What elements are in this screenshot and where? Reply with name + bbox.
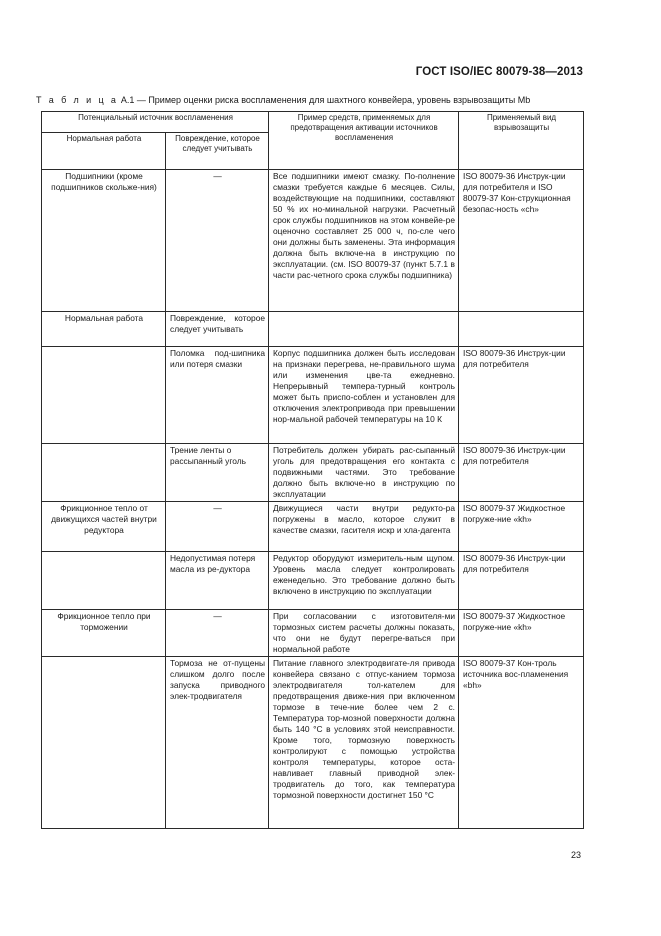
table-row [42,444,584,502]
header-protection-type: Применяемый вид взрывозащиты [459,112,584,170]
cell-normal: Нормальная работа [42,312,166,347]
table-row [42,502,584,552]
header-normal-operation: Нормальная работа [42,133,166,170]
cell-protection: ISO 80079-36 Инструк-ции для потребителя и ISO 80079-37 Кон-струкционная безопас-ность «ch» [459,170,584,312]
caption-label: Т а б л и ц а [36,95,119,105]
cell-normal: Подшипники (кроме подшипников скольже-ния) [42,170,166,312]
cell-normal: Фрикционное тепло от движущихся частей внутри редуктора [42,502,166,552]
cell-protection [459,312,584,347]
cell-protection: ISO 80079-37 Жидкостное погруже-ние «kh» [459,502,584,552]
cell-damage: — [166,502,269,552]
page-number: 23 [571,850,582,860]
table-row [42,170,584,312]
cell-damage: — [166,610,269,657]
cell-measures: При согласовании с изготовителя-ми тормозных систем расчеты должны показать, что они не будут перегре-ваться при нормальной работе [269,610,459,657]
cell-normal: Фрикционное тепло при торможении [42,610,166,657]
cell-protection: ISO 80079-37 Кон-троль источника вос-пламенения «bh» [459,657,584,829]
risk-table [41,111,584,829]
cell-damage: Тормоза не от-пущены слишком долго после запуска приводного элек-тродвигателя [166,657,269,829]
table-row [42,610,584,657]
cell-normal [42,444,166,502]
cell-protection: ISO 80079-36 Инструк-ции для потребителя [459,347,584,444]
cell-protection: ISO 80079-36 Инструк-ции для потребителя [459,552,584,610]
cell-protection: ISO 80079-37 Жидкостное погруже-ние «kh» [459,610,584,657]
cell-measures: Редуктор оборудуют измеритель-ным щупом. Уровень масла следует контролировать еженедельно. Это требование должно быть включено в инструкцию по эксплуатации [269,552,459,610]
cell-damage: Недопустимая потеря масла из ре-дуктора [166,552,269,610]
table-row [42,347,584,444]
cell-normal [42,657,166,829]
table-row [42,657,584,829]
table-caption [36,95,530,105]
cell-measures: Все подшипники имеют смазку. По-полнение смазки требуется каждые 6 месяцев. Силы, воздействующие на подшипники, составляют 50 % их но-минальной нагрузки. Расчетный срок службы подшипников на этом конвейе-ре оценочно составляет 25 000 ч, по-сле чего они должны быть заменены. Эта информация должна быть включе-на в инструкцию по эксплуатации. (см. ISO 80079-37 (пункт 5.7.1 в части рас-четного срока службы подшипника) [269,170,459,312]
cell-measures: Движущиеся части внутри редукто-ра погружены в масло, которое служит в качестве смазки, гасителя искр и хла-дагента [269,502,459,552]
header-damage: Повреждение, которое следует учитывать [166,133,269,170]
cell-damage: Повреждение, которое следует учитывать [166,312,269,347]
table-row [42,312,584,347]
caption-text: А.1 — Пример оценки риска воспламенения для шахтного конвейера, уровень взрывозащиты Mb [118,95,531,105]
cell-measures: Корпус подшипника должен быть исследован на признаки перегрева, не-правильного шума или изменения цве-та ежедневно. Непрерывный темпера-турный контроль может быть приспо-соблен и установлен для отключения электропривода при превышении нор-мальной рабочей температуры на 10 К [269,347,459,444]
cell-damage: — [166,170,269,312]
cell-measures: Питание главного электродвигате-ля привода конвейера связано с отпус-канием тормоза электродвигателя тол-кателем для предотвращения движе-ния при включенном тормозе в тече-ние более чем 2 с. Температура тор-мозной поверхности должна быть 140 °С в условиях этой неисправности. Кроме того, тормозную поверхность контролируют с помощью устройства контроля температуры, которое оста-навливает главный приводной элек-тродвигатель до того, как температура тормозной поверхности достигнет 150 °С [269,657,459,829]
header-measures: Пример средств, применяемых для предотвращения активации источников воспламенения [269,112,459,170]
cell-damage: Поломка под-шипника или потеря смазки [166,347,269,444]
cell-damage: Трение ленты о рассыпанный уголь [166,444,269,502]
cell-measures: Потребитель должен убирать рас-сыпанный уголь для предотвращения его контакта с подвижными частями. Это требование должно быть включе-но в инструкцию по эксплуатации [269,444,459,502]
cell-measures [269,312,459,347]
header-potential-source: Потенциальный источник воспламенения [42,112,269,133]
table-header-row [42,112,584,133]
document-header: ГОСТ ISO/IEC 80079-38—2013 [415,66,583,78]
cell-normal [42,552,166,610]
cell-protection: ISO 80079-36 Инструк-ции для потребителя [459,444,584,502]
cell-normal [42,347,166,444]
table-row [42,552,584,610]
